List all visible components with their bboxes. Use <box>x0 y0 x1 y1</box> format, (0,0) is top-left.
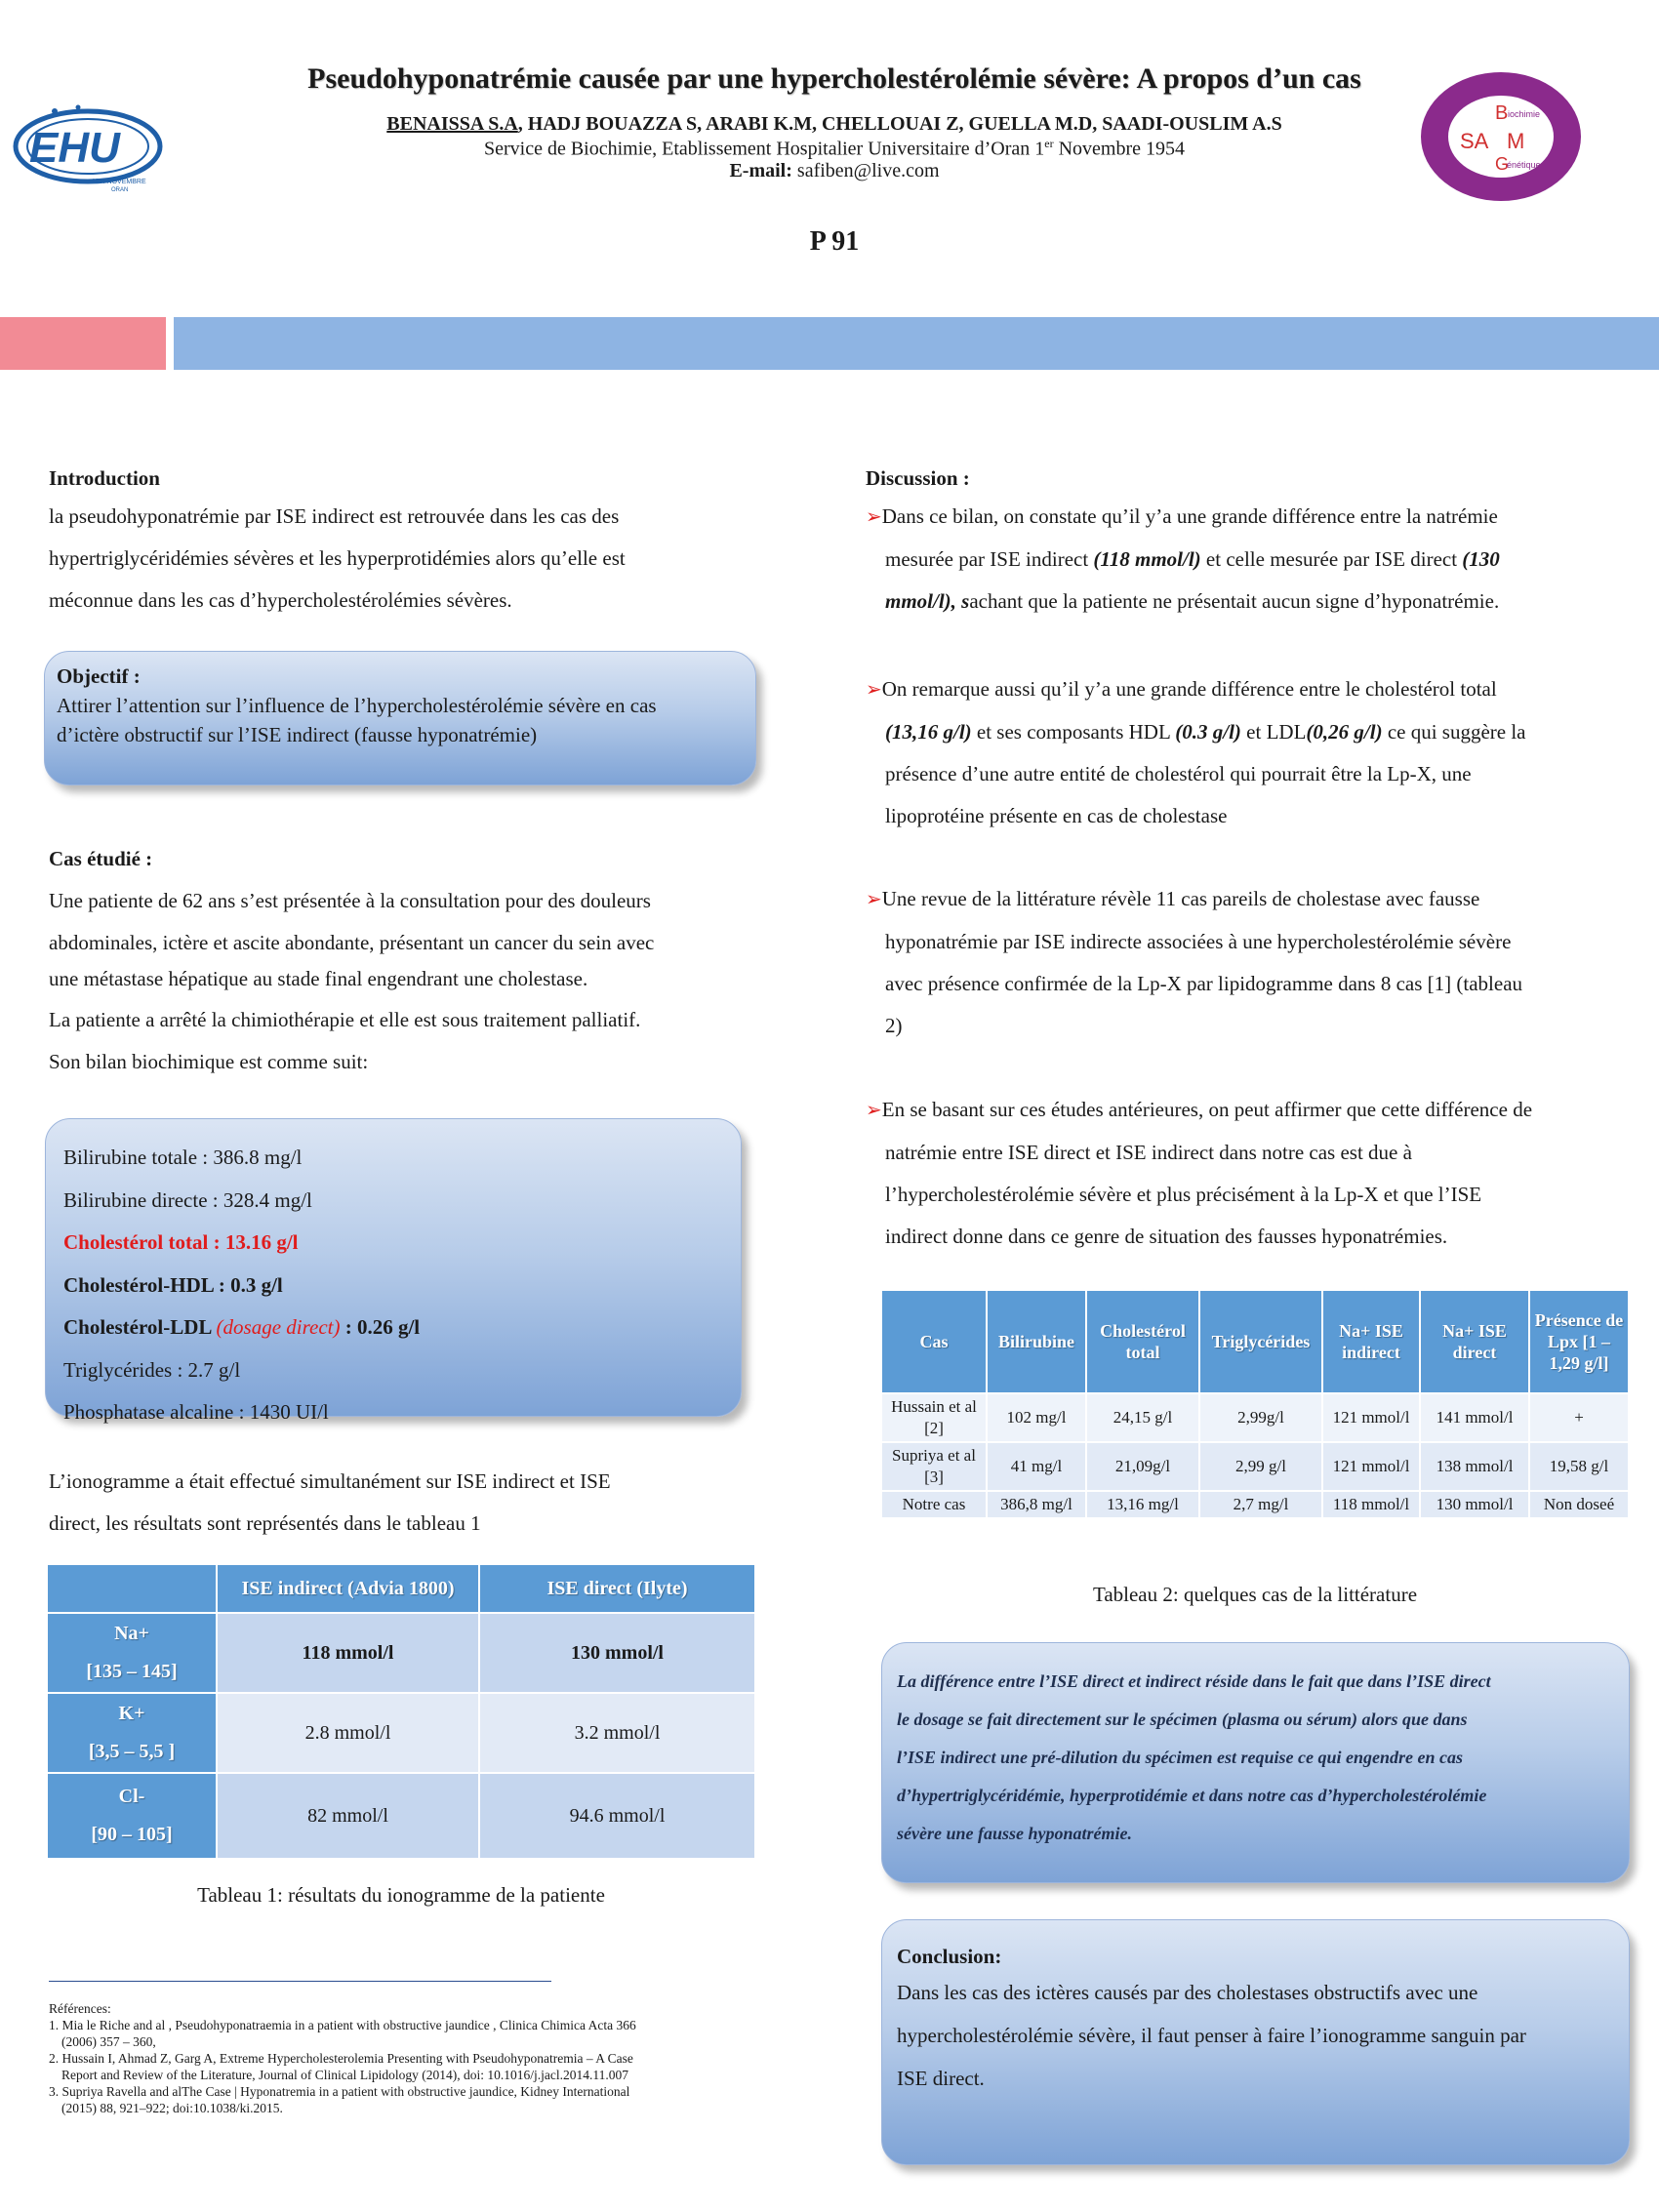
bilan-bilirubine-directe: Bilirubine directe : 328.4 mg/l <box>63 1187 312 1212</box>
cas-title: Cas étudié : <box>49 847 153 870</box>
main-author: BENAISSA S.A <box>386 113 518 135</box>
table-litterature: Cas Bilirubine Cholestérol total Triglycérides Na+ ISE indirect Na+ ISE direct Présence de Lpx [1 – 1,29 g/l] Hussain et al [2] 102 mg/l 24,15 g/l 2,99g/l 121 mmol/l 141 mmol/l + Supriya et al [3] 41 mg/l 21,09g/l 2,99 g/l 121 mmol/l 138 mmol/l 19,58 g/l Notre cas 386,8 mg/l 13,16 mg/l 2,7 mg/l 118 mmol/l 130 mmol/l Non doseé <box>880 1289 1630 1519</box>
arrow-icon: ➢ <box>866 506 882 528</box>
objectif-title: Objectif : <box>57 664 141 688</box>
t1-header-direct: ISE direct (Ilyte) <box>479 1564 755 1613</box>
svg-text:G: G <box>1495 154 1510 174</box>
conclusion-box: Conclusion: Dans les cas des ictères causés par des cholestases obstructifs avec une hypercholestérolémie sévère, il faut penser à faire l’ionogramme sanguin par ISE direct. <box>881 1919 1630 2165</box>
bilan-box <box>45 1118 742 1424</box>
authors: BENAISSA S.A, HADJ BOUAZZA S, ARABI K.M, CHELLOUAI Z, GUELLA M.D, SAADI-OUSLIM A.S <box>386 113 1282 135</box>
poster-number: P 91 <box>809 226 860 257</box>
table2-caption: Tableau 2: quelques cas de la littérature <box>1092 1583 1418 1606</box>
sam-logo <box>1417 68 1585 205</box>
cas-text: Une patiente de 62 ans s’est présentée à la consultation pour des douleurs abdominales, ictère et ascite abondante, présentant un cancer du sein avec une métastase hépatique au stade final engendrant une cholestase. La patiente a arrêté la chimiothérapie et elle est sous traitement palliatif. Son bilan biochimique est comme suit: <box>49 889 655 1073</box>
svg-text:B: B <box>1495 102 1509 124</box>
affiliation: Service de Biochimie, Etablissement Hospitalier Universitaire d’Oran 1er Novembre 1954 <box>483 137 1186 160</box>
svg-text:ORAN: ORAN <box>111 187 129 193</box>
table-row: Hussain et al [2] 102 mg/l 24,15 g/l 2,99g/l 121 mmol/l 141 mmol/l + <box>881 1393 1629 1442</box>
bilan-cholesterol-hdl: Cholestérol-HDL : 0.3 g/l <box>63 1272 283 1297</box>
table-row: Cl- [90 – 105] 82 mmol/l 94.6 mmol/l <box>47 1773 755 1859</box>
introduction-title: Introduction <box>49 466 160 490</box>
table-row: K+ [3,5 – 5,5 ] 2.8 mmol/l 3.2 mmol/l <box>47 1693 755 1773</box>
arrow-icon: ➢ <box>866 889 882 910</box>
header-bar-blue <box>174 317 1659 370</box>
table1-caption: Tableau 1: résultats du ionogramme de la patiente <box>197 1883 605 1907</box>
svg-text:1ER NOVEMBRE: 1ER NOVEMBRE <box>92 179 146 185</box>
email: E-mail: safiben@live.com <box>729 160 940 181</box>
header-bar-pink <box>0 317 166 370</box>
arrow-icon: ➢ <box>866 679 882 701</box>
ehu-logo <box>10 96 166 193</box>
svg-text:SA: SA <box>1460 129 1489 153</box>
references-divider <box>49 1981 551 1982</box>
conclusion-title: Conclusion: <box>897 1945 1002 1968</box>
bilan-cholesterol-ldl: Cholestérol-LDL (dosage direct) : 0.26 g/l <box>63 1315 421 1339</box>
svg-text:M: M <box>1507 129 1525 153</box>
discussion-p2: ➢On remarque aussi qu’il y’a une grande différence entre le cholestérol total (13,16 g/l) et ses composants HDL (0.3 g/l) et LDL(0,26 g/l) ce qui suggère la présence d’une autre entité de cholestérol qui pourrait être la Lp-X, une lipoprotéine présente en cas de cholestase <box>866 677 1526 827</box>
discussion-p4: ➢En se basant sur ces études antérieures, on peut affirmer que cette différence de natrémie entre ISE direct et ISE indirect dans notre cas est due à l’hypercholestérolémie sévère et plus précisément à la Lp-X et que l’ISE indirect donne dans ce genre de situation des fausses hyponatrémies. <box>866 1098 1533 1248</box>
introduction-text: la pseudohyponatrémie par ISE indirect est retrouvée dans les cas des hypertriglycéridémies sévères et les hyperprotidémies alors qu’elle est méconnue dans les cas d’hypercholestérolémies sévères. <box>49 504 626 612</box>
objectif-box: Objectif : Attirer l’attention sur l’influence de l’hypercholestérolémie sévère en cas d’ictère obstructif sur l’ISE indirect (fausse hyponatrémie) <box>44 651 756 785</box>
bilan-cholesterol-total: Cholestérol total : 13.16 g/l <box>63 1230 299 1254</box>
table-ionogramme <box>46 1563 756 1860</box>
bilan-triglycerides: Triglycérides : 2.7 g/l <box>63 1357 241 1382</box>
arrow-icon: ➢ <box>866 1100 882 1121</box>
bilan-phosphatase: Phosphatase alcaline : 1430 UI/l <box>63 1400 329 1424</box>
ionogramme-intro: L’ionogramme a était effectué simultanément sur ISE indirect et ISE direct, les résultats sont représentés dans le tableau 1 <box>49 1469 611 1535</box>
ise-difference-box: La différence entre l’ISE direct et indirect réside dans le fait que dans l’ISE direct le dosage se fait directement sur le spécimen (plasma ou sérum) alors que dans l’ISE indirect une pré-dilution du spécimen est requise ce qui engendre en cas d’hypertriglycéridémie, hyperprotidémie et dans notre cas d’hypercholestérolémie sévère une fausse hyponatrémie. <box>881 1642 1630 1883</box>
t1-header-indirect: ISE indirect (Advia 1800) <box>217 1564 479 1613</box>
poster-title: Pseudohyponatrémie causée par une hypercholestérolémie sévère: A propos d’un cas <box>307 62 1361 95</box>
discussion-p3: ➢Une revue de la littérature révèle 11 cas pareils de cholestase avec fausse hyponatrémie par ISE indirecte associées à une hypercholestérolémie sévère avec présence confirmée de la Lp-X par lipidogramme dans 8 cas [1] (tableau 2) <box>866 887 1523 1037</box>
discussion-title: Discussion : <box>866 466 970 490</box>
references: Références: 1. Mia le Riche and al , Pseudohyponatraemia in a patient with obstructive jaundice , Clinica Chimica Acta 366 (2006) 357 – 360, 2. Hussain I, Ahmad Z, Garg A, Extreme Hypercholesterolemia Presenting with Pseudohyponatremia – A Case Report and Review of the Literature, Journal of Clinical Lipidology (2014), doi: 10.1016/j.jacl.2014.11.007 3. Supriya Ravella and alThe Case | Hyponatremia in a patient with obstructive jaundice, Kidney International (2015) 88, 921–922; doi:10.1038/ki.2015. <box>49 2001 636 2115</box>
bilan-bilirubine-totale: Bilirubine totale : 386.8 mg/l <box>63 1146 303 1169</box>
table-row: Na+ [135 – 145] 118 mmol/l 130 mmol/l <box>47 1613 755 1693</box>
table-row: Supriya et al [3] 41 mg/l 21,09g/l 2,99 g/l 121 mmol/l 138 mmol/l 19,58 g/l <box>881 1442 1629 1491</box>
svg-text:iochimie: iochimie <box>1508 109 1541 119</box>
ehu-logo-text: EHU <box>29 124 120 172</box>
svg-text:énétique: énétique <box>1507 160 1541 170</box>
table-row: Notre cas 386,8 mg/l 13,16 mg/l 2,7 mg/l 118 mmol/l 130 mmol/l Non doseé <box>881 1491 1629 1518</box>
discussion-p1: ➢Dans ce bilan, on constate qu’il y’a une grande différence entre la natrémie mesurée par ISE indirect (118 mmol/l) et celle mesurée par ISE direct (130 mmol/l), sachant que la patiente ne présentait aucun signe d’hyponatrémie. <box>866 504 1500 613</box>
